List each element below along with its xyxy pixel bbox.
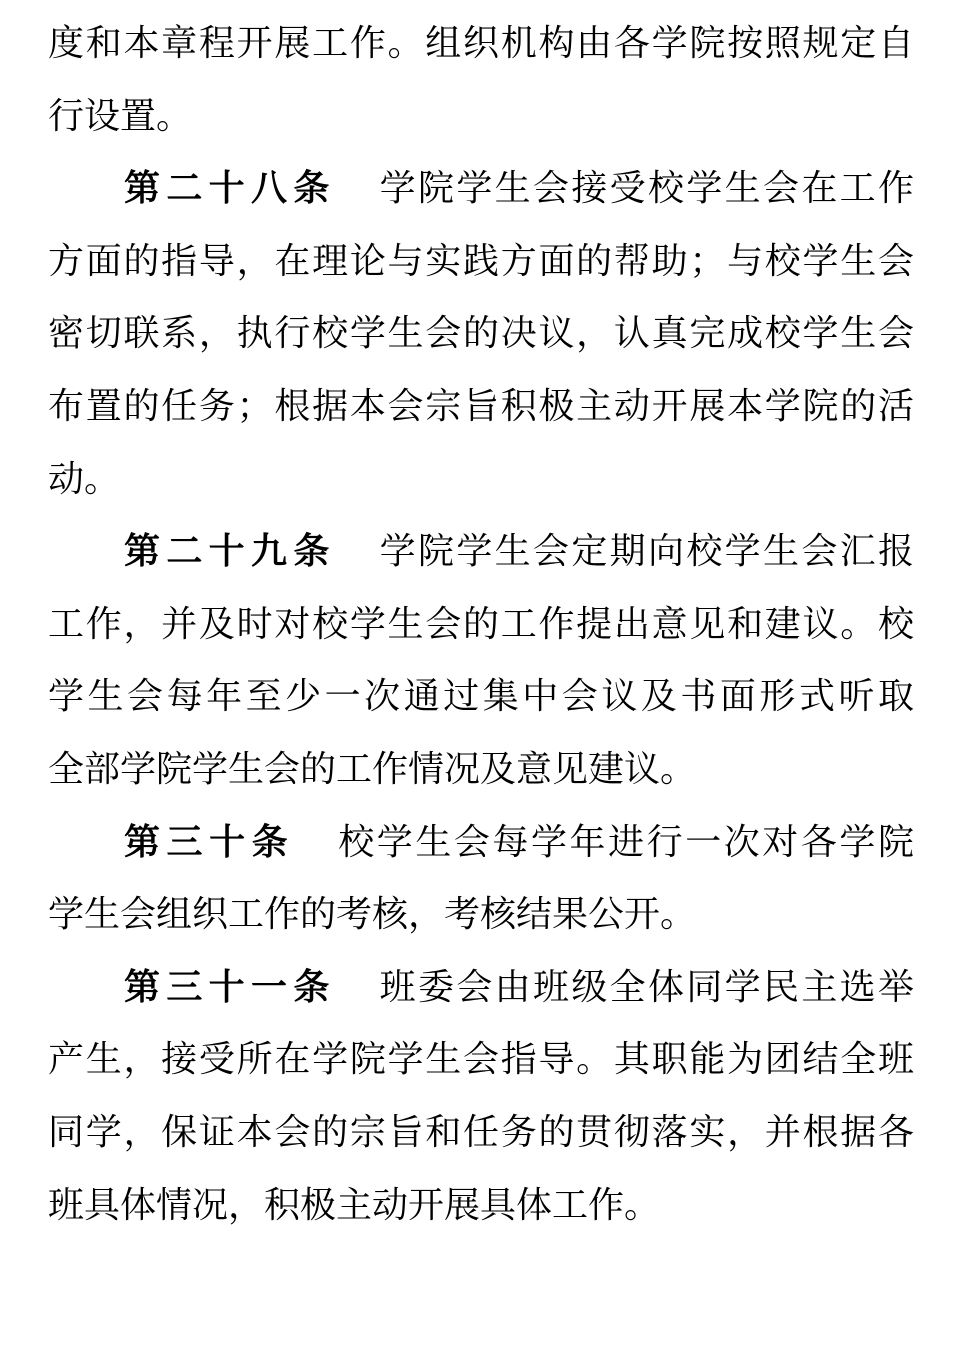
text-line: 方面的指导，在理论与实践方面的帮助；与校学生会	[48, 240, 914, 282]
article-text: 校学生会每学年进行一次对各学院	[338, 821, 914, 863]
text-line	[48, 807, 914, 880]
article-text: 班委会由班级全体同学民主选举	[379, 966, 914, 1008]
text-line: 密切联系，执行校学生会的决议，认真完成校学生会	[48, 313, 914, 355]
text-line: 全部学院学生会的工作情况及意见建议。	[48, 748, 697, 790]
article-text: 学院学生会定期向校学生会汇报	[379, 531, 914, 573]
text-line: 度和本章程开展工作。组织机构由各学院按照规定自	[48, 23, 914, 64]
text-line	[48, 516, 914, 589]
text-line: 学生会每年至少一次通过集中会议及书面形式听取	[48, 676, 914, 718]
text-line	[48, 153, 914, 226]
article-29	[48, 516, 914, 806]
text-line: 工作，并及时对校学生会的工作提出意见和建议。校	[48, 603, 914, 645]
text-line	[48, 952, 914, 1025]
text-line: 学生会组织工作的考核，考核结果公开。	[48, 894, 697, 936]
article-number: 第三十条	[124, 821, 295, 863]
article-text: 学院学生会接受校学生会在工作	[379, 168, 914, 210]
article-30	[48, 807, 914, 952]
article-28	[48, 153, 914, 516]
text-line: 行设置。	[48, 95, 193, 137]
text-line: 动。	[48, 458, 121, 500]
article-31	[48, 952, 914, 1242]
paragraph-continuation	[48, 8, 914, 153]
article-number: 第二十八条	[124, 168, 336, 210]
text-line: 产生，接受所在学院学生会指导。其职能为团结全班	[48, 1039, 914, 1081]
text-line: 班具体情况，积极主动开展具体工作。	[48, 1184, 661, 1226]
article-number: 第三十一条	[124, 966, 336, 1008]
article-number: 第二十九条	[124, 531, 336, 573]
document-page	[48, 8, 914, 1242]
text-line: 同学，保证本会的宗旨和任务的贯彻落实，并根据各	[48, 1111, 914, 1153]
text-line: 布置的任务；根据本会宗旨积极主动开展本学院的活	[48, 385, 914, 427]
